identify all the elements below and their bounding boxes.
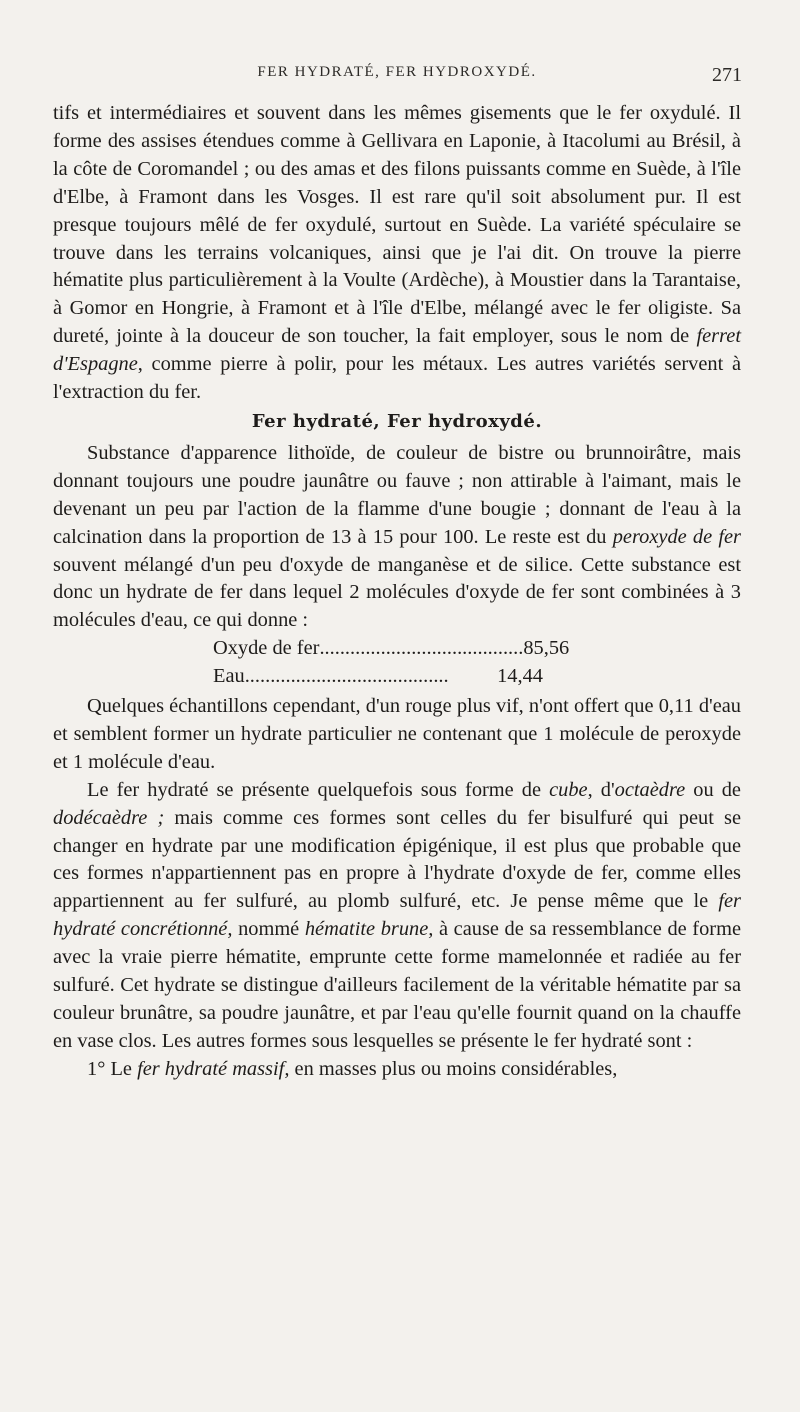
- composition-value: 14,44: [497, 665, 543, 688]
- italic-term: ferret d'Espagne: [53, 325, 741, 376]
- paragraph-text: , comme pierre à polir, pour les métaux. Les autres variétés servent à l'extraction du fer.: [53, 353, 741, 404]
- paragraph-text: 1° Le: [87, 1057, 138, 1080]
- italic-term: fer hydraté concrétionné,: [53, 890, 741, 941]
- paragraph-forms: [53, 777, 741, 1056]
- page-header: [52, 64, 742, 94]
- italic-term: cube: [549, 778, 588, 801]
- paragraph-text: souvent mélangé d'un peu d'oxyde de manganèse et de silice. Cette substance est donc un hydrate de fer dans lequel 2 molécules d'oxyde de fer sont combinées à 3 molécules d'eau, ce qui donne :: [53, 553, 741, 632]
- composition-label: Oxyde de fer: [213, 637, 320, 660]
- paragraph-text: , d': [587, 778, 615, 801]
- composition-row: [53, 663, 543, 691]
- paragraph-text: nommé: [232, 918, 305, 941]
- paragraph-text: mais comme ces formes sont celles du fer bisulfuré qui peut se changer en hydrate par une modification épigénique, il est plus que probable que ces formes n'appartiennent pas en propre à l'hydrate d'oxyde de fer, comme elles appartiennent au fer sulfuré, au plomb sulfuré, etc. Je pense même que le: [53, 806, 742, 913]
- composition-value: 85,56: [523, 637, 570, 660]
- leader-dots: ........................................: [319, 637, 524, 660]
- paragraph-text: tifs et intermédiaires et souvent dans les mêmes gisements que le fer oxydulé. Il forme des assises étendues comme à Gellivara en Laponie, à Itacolumi au Brésil, à la côte de Coromandel ; ou des amas et des filons puissants comme en Suède, à l'île d'Elbe, à Framont dans les Vosges. Il est rare qu'il soit absolument pur. Il est presque toujours mêlé de fer oxydulé, surtout en Suède. La variété spéculaire se trouve dans les terrains volcaniques, ainsi que je l'ai dit. On trouve la pierre hématite plus particulièrement à la Voulte (Ardèche), à Moustier dans la Tarantaise, à Gomor en Hongrie, à Framont et à l'île d'Elbe, mélangé avec le fer oligiste. Sa dureté, jointe à la douceur de son toucher, la fait employer, sous le nom de: [53, 102, 741, 348]
- paragraph-text: Substance d'apparence lithoïde, de couleur de bistre ou brunnoirâtre, mais donnant toujours une poudre jaunâtre ou fauve ; non attirable à l'aimant, mais le devenant un peu par l'action de la flamme d'une bougie ; donnant de l'eau à la calcination dans la proportion de 13 à 15 pour 100. Le reste est du: [53, 441, 741, 548]
- paragraph-continuation: [53, 100, 741, 407]
- paragraph-text: à cause de sa ressemblance de forme avec la vraie pierre hématite, emprunte cette forme mamelonnée et radiée au fer sulfuré. Cet hydrate se distingue d'ailleurs facilement de la véritable hématite par sa couleur brunâtre, sa poudre jaunâtre, et par l'eau qu'elle fournit quand on la chauffe en vase clos. Les autres formes sous lesquelles se présente le fer hydraté sont :: [53, 918, 741, 1052]
- italic-term: octaèdre: [614, 778, 686, 801]
- running-title: FER HYDRATÉ, FER HYDROXYDÉ.: [257, 64, 537, 80]
- composition-row: [53, 635, 570, 663]
- paragraph-list-item: [53, 1056, 741, 1084]
- paragraph-samples: Quelques échantillons cependant, d'un rouge plus vif, n'ont offert que 0,11 d'eau et semblent former un hydrate particulier ne contenant que 1 molécule de peroxyde et 1 molécule d'eau.: [53, 695, 741, 773]
- paragraph-description: [53, 440, 741, 635]
- composition-label: Eau: [213, 665, 245, 688]
- page-number: 271: [712, 64, 742, 86]
- paragraph-text: Le fer hydraté se présente quelquefois sous forme de: [87, 778, 550, 801]
- paragraph-text: ou de: [685, 778, 741, 801]
- section-heading: Fer hydraté, Fer hydroxydé.: [251, 410, 543, 432]
- page-body: [53, 100, 741, 1084]
- leader-dots: ........................................: [244, 665, 449, 688]
- italic-term: hématite brune,: [304, 918, 434, 941]
- composition-table: [53, 635, 741, 691]
- italic-term: dodécaèdre ;: [53, 806, 165, 829]
- italic-term: fer hydraté massif,: [137, 1057, 290, 1080]
- paragraph-text: en masses plus ou moins considérables,: [289, 1057, 618, 1080]
- italic-term: peroxyde de fer: [612, 525, 741, 548]
